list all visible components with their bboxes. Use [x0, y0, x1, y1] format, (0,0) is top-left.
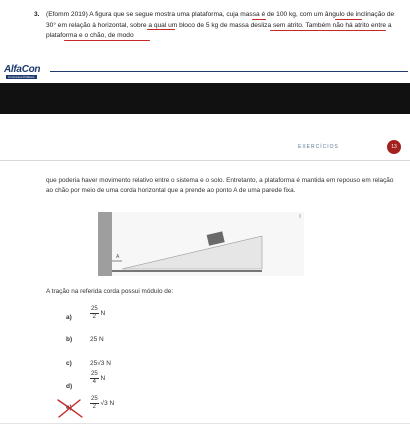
video-band — [0, 83, 410, 114]
brand-logo: AlfaCon — [4, 64, 41, 75]
question-continuation: que poderia haver movimento relativo entre o sistema e o solo. Entretanto, a plataforma é mantida em repouso em relação ao chão por meio de uma corda horizontal que a prende ao ponto A de uma parede fixa. — [46, 177, 394, 194]
option-unit: N — [100, 375, 106, 383]
cross-mark-icon — [56, 397, 84, 419]
brand-tagline: Concursos Públicos — [8, 75, 35, 79]
option-unit: N — [100, 310, 106, 318]
option-letter: a) — [66, 314, 72, 321]
annotation-underline — [147, 29, 175, 30]
option-value: 25√3 N — [90, 360, 111, 367]
option-letter: b) — [66, 336, 73, 343]
annotation-underline — [252, 19, 266, 20]
option-unit: √3 N — [100, 400, 115, 408]
header-divider — [0, 160, 410, 161]
incline-figure — [98, 212, 304, 276]
annotation-underline — [64, 40, 150, 41]
section-title: EXERCÍCIOS — [298, 144, 339, 150]
point-a-label: A — [116, 254, 120, 260]
question-text — [34, 10, 396, 42]
footer-divider — [0, 423, 410, 424]
ground-line — [112, 270, 262, 272]
question-number: 3. — [34, 11, 40, 18]
fixed-wall — [98, 212, 112, 276]
brand-divider — [50, 71, 408, 72]
annotation-underline — [270, 30, 386, 31]
option-letter: c) — [66, 360, 72, 367]
page-badge: 13 — [387, 140, 401, 154]
option-letter: d) — [66, 383, 73, 390]
answer-prompt: A tração na referida corda possui módulo de: — [46, 288, 174, 295]
option-value: 25 N — [90, 336, 104, 343]
annotation-underline — [335, 19, 362, 20]
question-stem: (Efomm 2019) A figura que se segue mostra uma plataforma, cuja massa é de 100 kg, com um ângulo de inclinação de 30° em relação à horizontal, sobre a qual um bloco de 5 kg de massa desliza sem atrito. Também não há atrito entre a plataforma e o chão, de modo — [46, 11, 395, 39]
option-letter: e) — [66, 404, 72, 411]
